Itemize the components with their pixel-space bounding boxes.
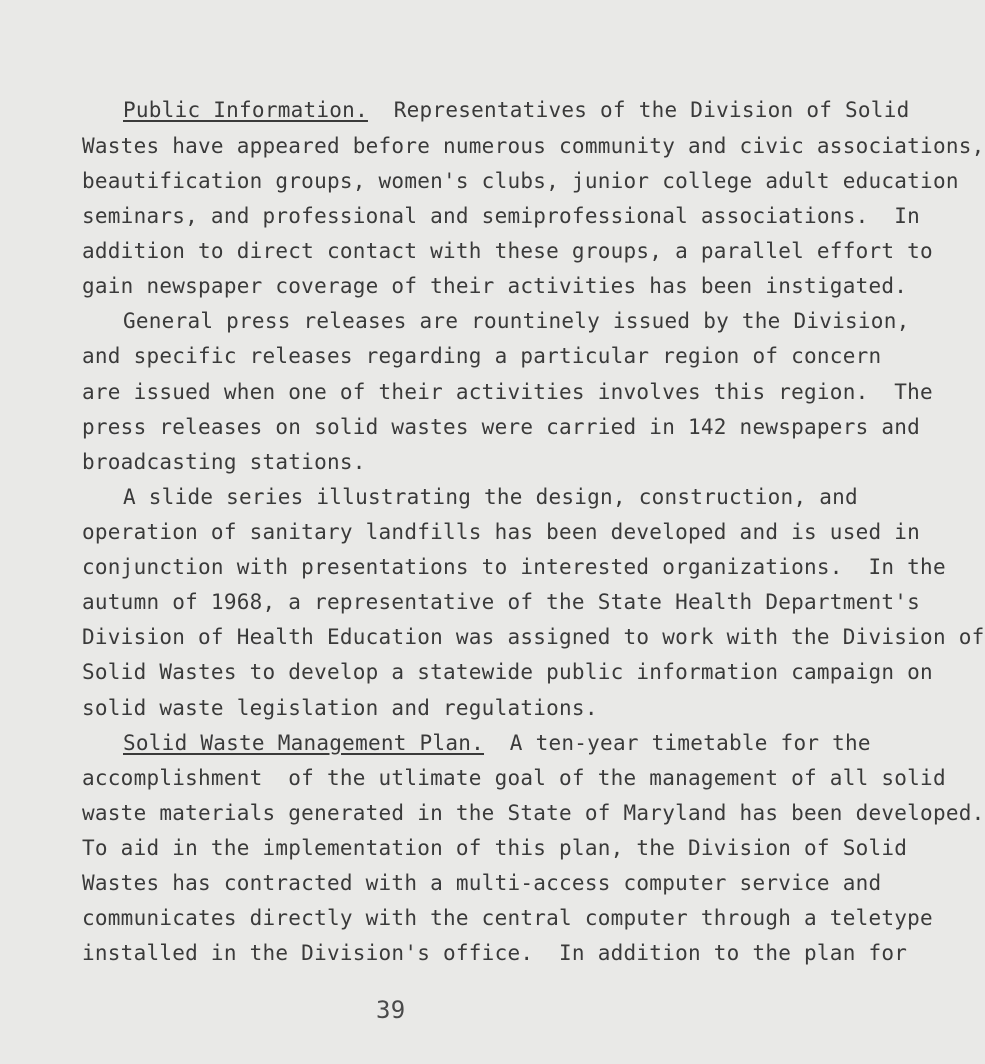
- text-line: operation of sanitary landfills has been developed and is used in: [82, 519, 921, 544]
- text-line: and specific releases regarding a particular region of concern: [82, 344, 882, 369]
- section-heading-public-information: Public Information.: [123, 98, 368, 122]
- text-line: beautification groups, women's clubs, junior college adult education: [82, 168, 959, 193]
- page-number: 39: [376, 996, 406, 1024]
- text-line: autumn of 1968, a representative of the State Health Department's: [82, 590, 921, 615]
- section-heading-solid-waste-management-plan: Solid Waste Management Plan.: [123, 730, 485, 755]
- text-line: accomplishment of the utlimate goal of the management of all solid: [82, 765, 946, 790]
- text-line: Division of Health Education was assigned to work with the Division of: [82, 625, 985, 650]
- text-line: gain newspaper coverage of their activities has been instigated.: [82, 274, 908, 299]
- text-line: Solid Wastes to develop a statewide public information campaign on: [82, 660, 933, 684]
- text-line: Solid Waste Management Plan. A ten-year timetable for the: [123, 730, 871, 755]
- text-line: Wastes has contracted with a multi-access computer service and: [82, 871, 882, 896]
- text-line: are issued when one of their activities involves this region. The: [82, 379, 933, 404]
- text-line: waste materials generated in the State of Maryland has been developed.: [82, 800, 985, 825]
- text-line: addition to direct contact with these groups, a parallel effort to: [82, 239, 933, 264]
- text-line: conjunction with presentations to interested organizations. In the: [82, 555, 946, 580]
- text-line: Public Information. Representatives of the Division of Solid: [123, 98, 910, 122]
- text-line: Wastes have appeared before numerous community and civic associations,: [82, 133, 985, 158]
- text-line: communicates directly with the central computer through a teletype: [82, 906, 933, 931]
- text-line: A slide series illustrating the design, construction, and: [123, 484, 858, 509]
- text-line: General press releases are rountinely issued by the Division,: [123, 309, 910, 334]
- text-line: To aid in the implementation of this plan, the Division of Solid: [82, 836, 908, 861]
- text-line: seminars, and professional and semiprofessional associations. In: [82, 204, 921, 229]
- text-line: installed in the Division's office. In addition to the plan for: [82, 941, 908, 965]
- text-line: broadcasting stations.: [82, 449, 366, 474]
- text-line: press releases on solid wastes were carried in 142 newspapers and: [82, 414, 921, 439]
- text-line: solid waste legislation and regulations.: [82, 695, 598, 720]
